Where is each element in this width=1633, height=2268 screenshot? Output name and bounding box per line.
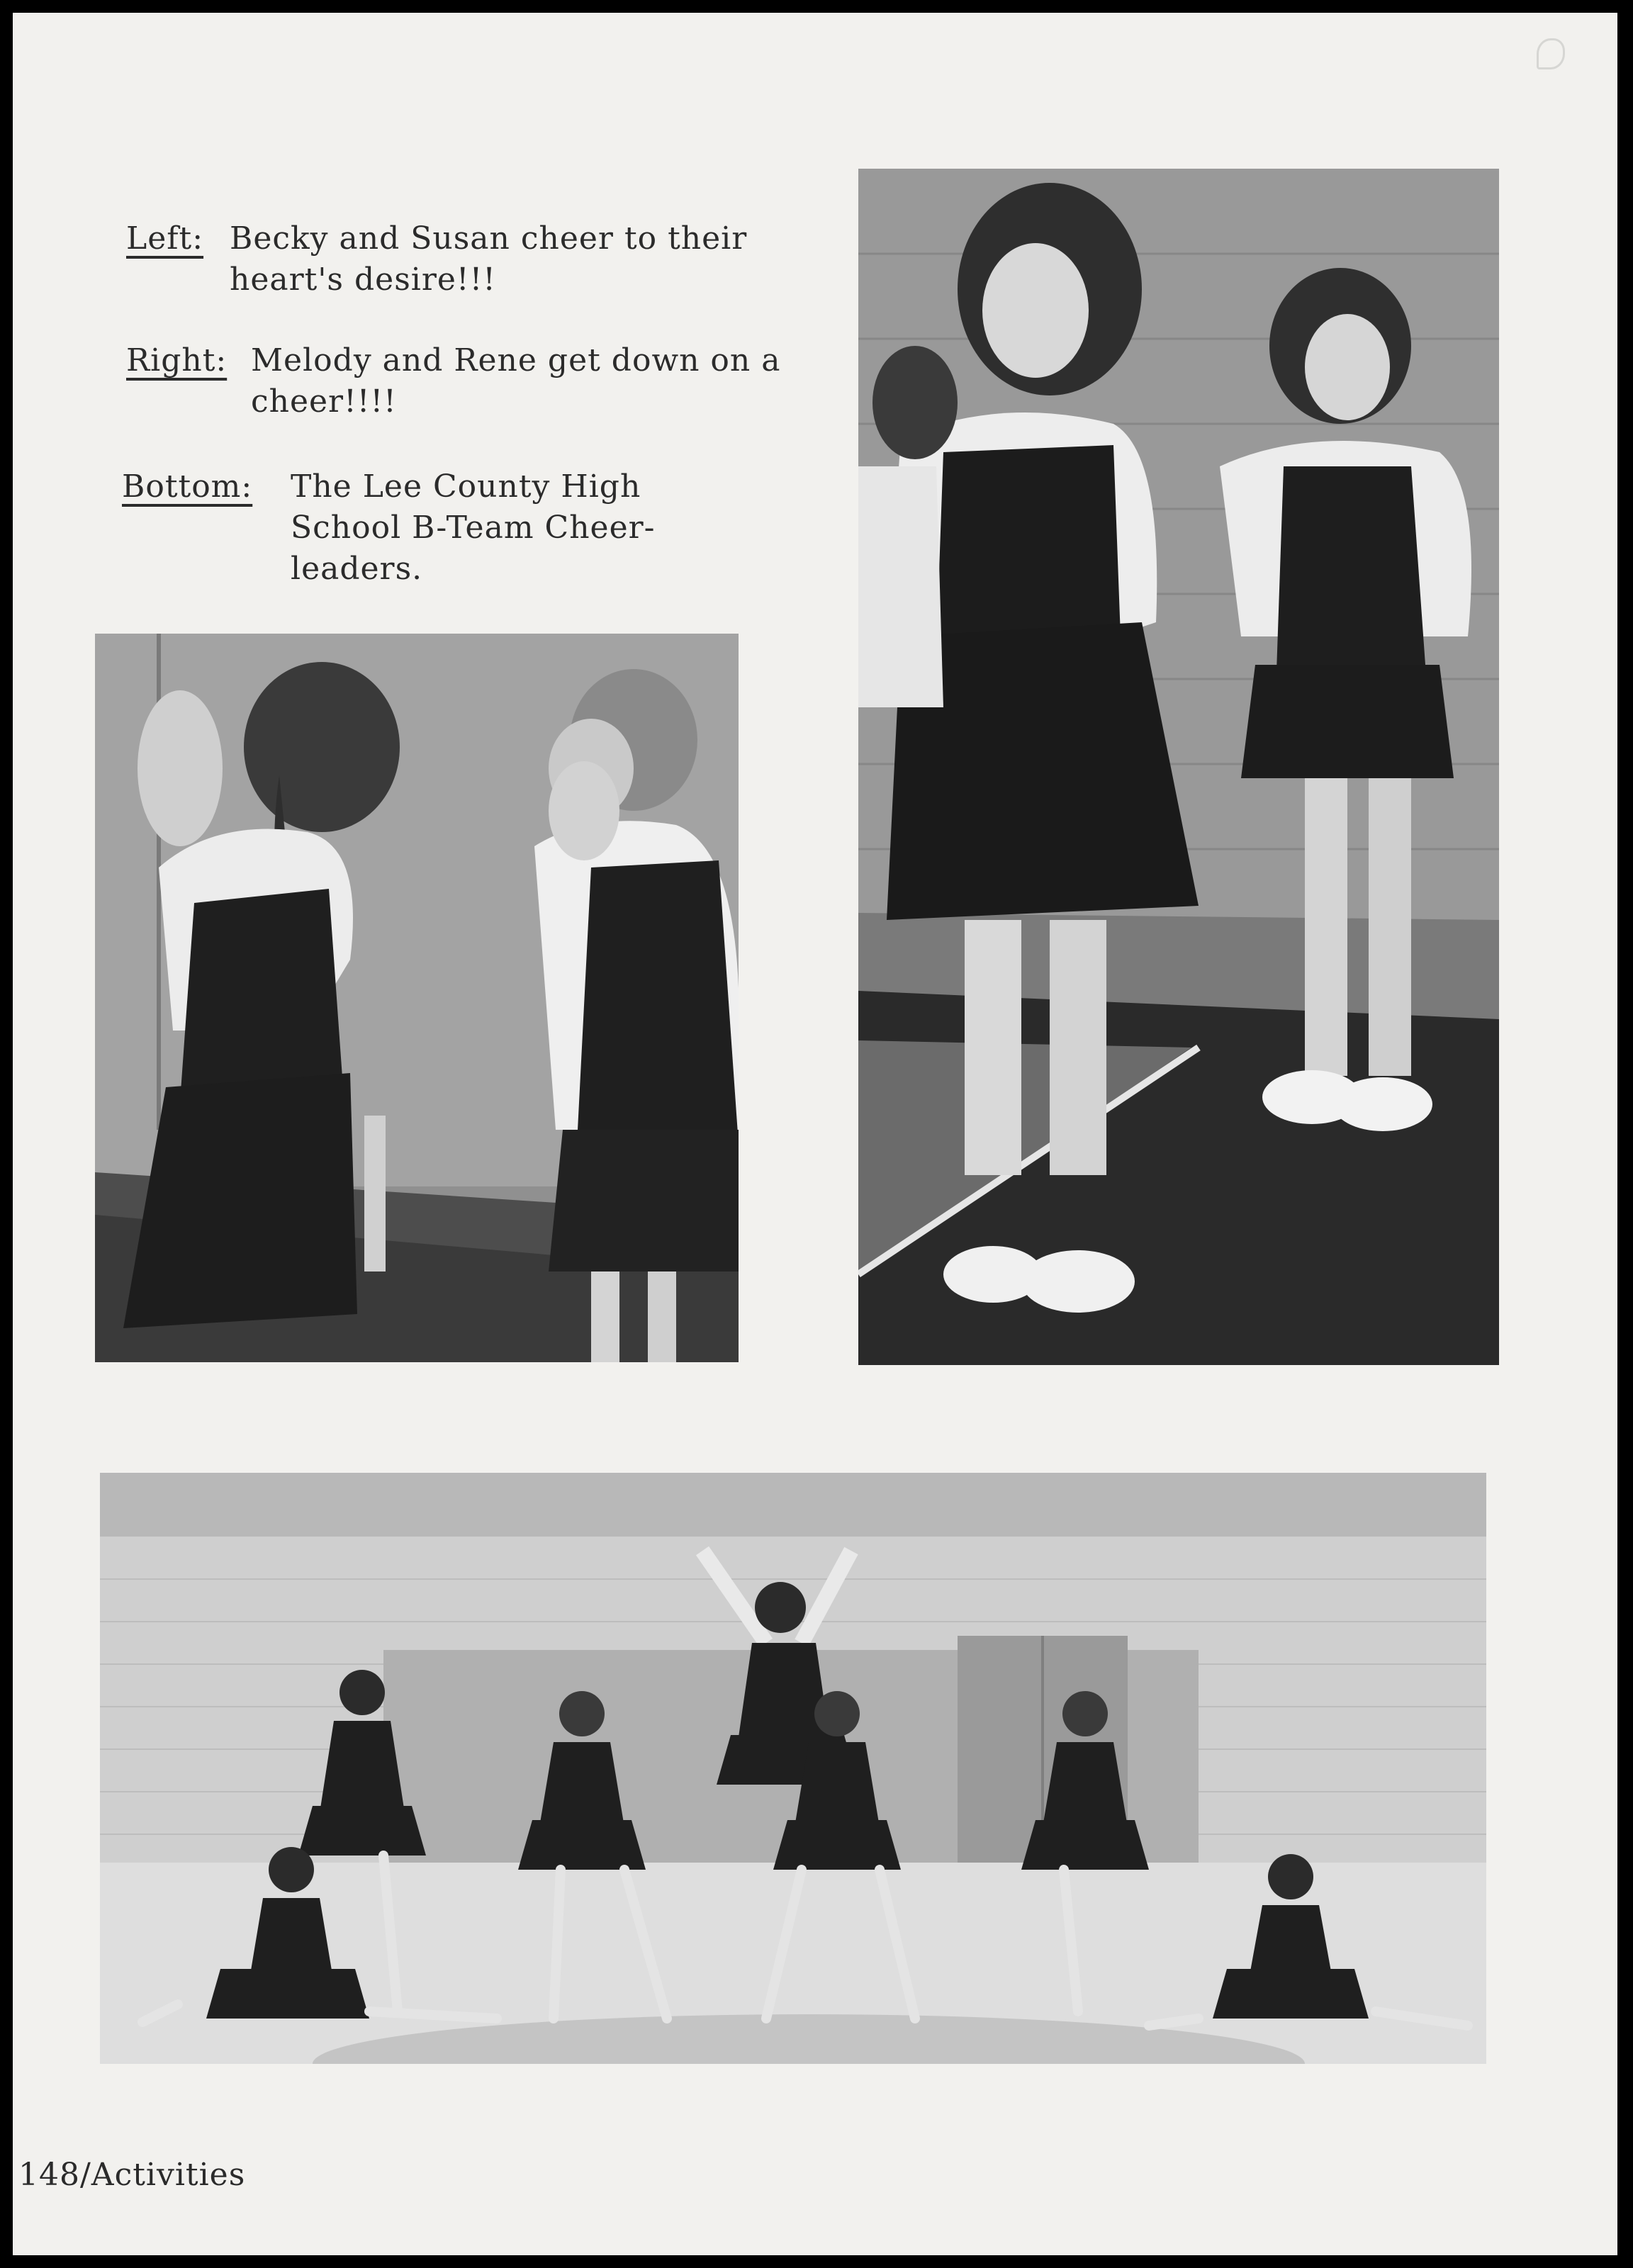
photo-bottom: [100, 1473, 1486, 2064]
caption-bottom-text: The Lee County High School B-Team Cheer-leaders.: [291, 468, 656, 587]
caption-right-label: Right:: [126, 342, 228, 378]
photo-right: [858, 169, 1499, 1365]
corner-emblem-icon: [1537, 38, 1565, 69]
caption-bottom-label: Bottom:: [122, 468, 253, 505]
caption-left-label: Left:: [126, 220, 204, 257]
yearbook-page: [13, 13, 1617, 2255]
photo-left: [95, 634, 739, 1362]
caption-left-text: Becky and Susan cheer to their heart's desire!!!: [230, 220, 748, 298]
page-folio: 148/Activities: [18, 2157, 246, 2193]
caption-right-text: Melody and Rene get down on a cheer!!!!: [251, 342, 781, 420]
photo-left-image: [95, 634, 739, 1362]
photo-bottom-image: [100, 1473, 1486, 2064]
photo-right-image: [858, 169, 1499, 1365]
